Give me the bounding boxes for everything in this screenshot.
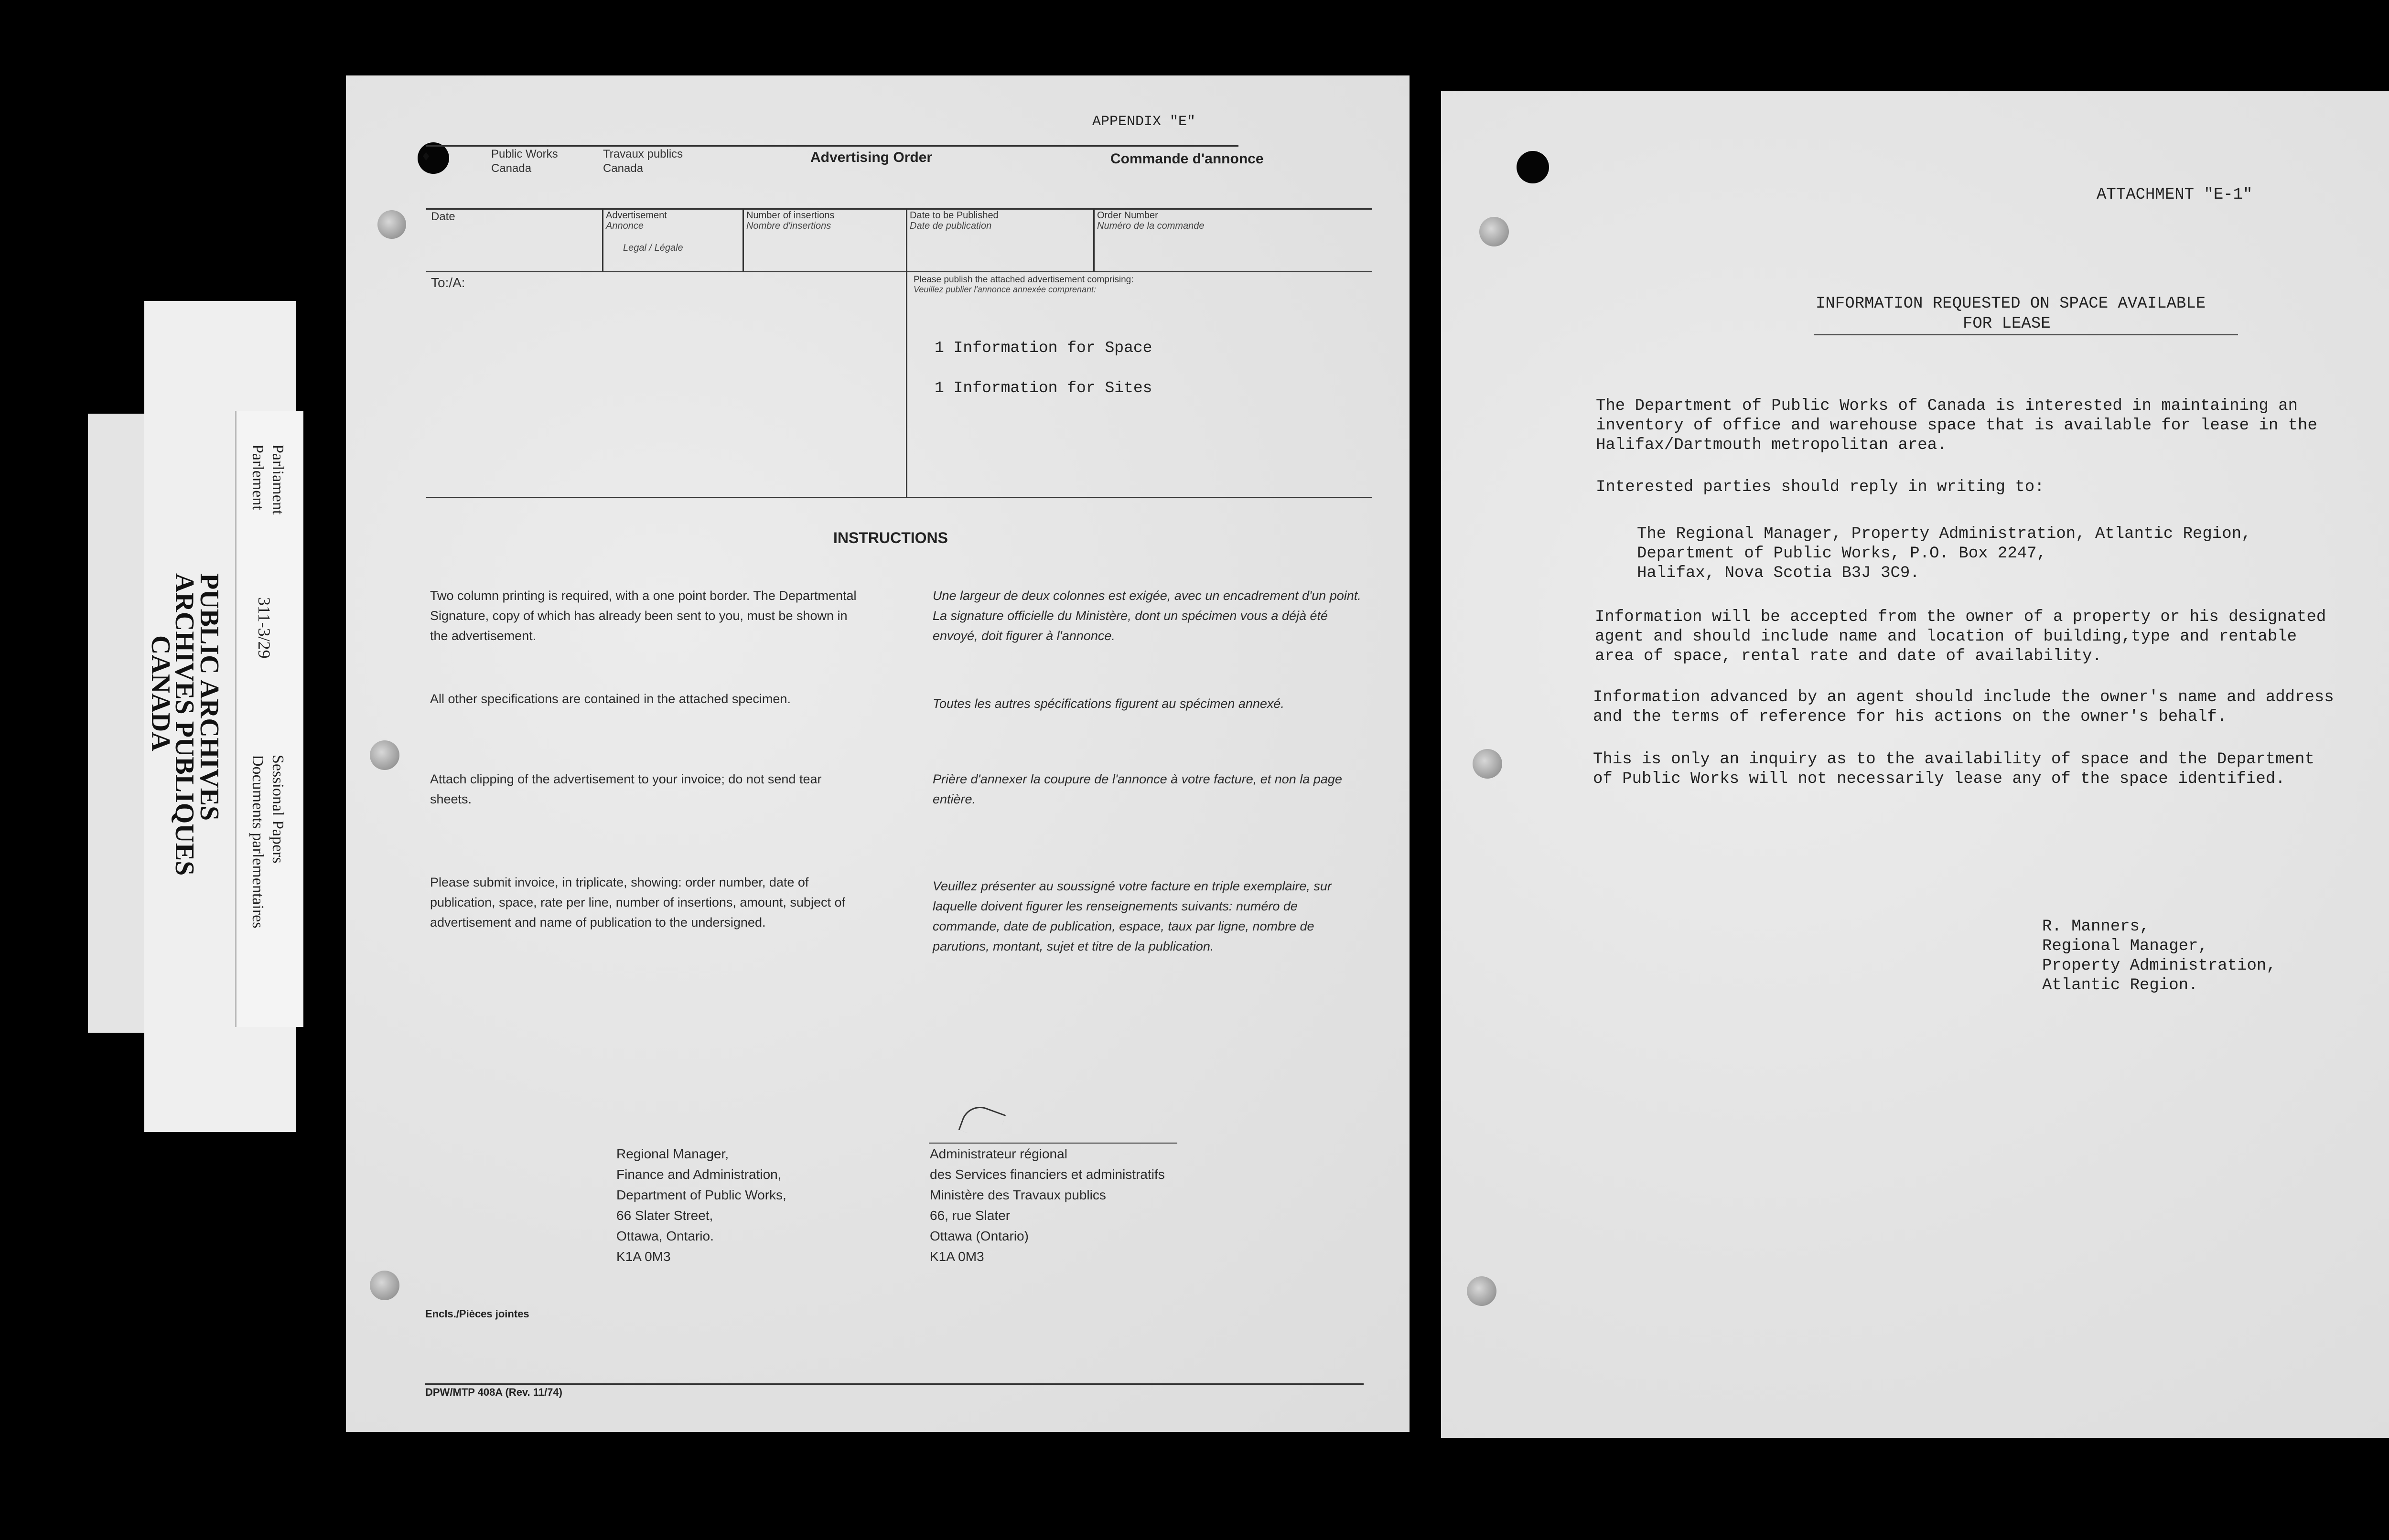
field-to-label: To:/A: — [431, 275, 465, 290]
field-insertions-label: Number of insertions Nombre d'insertions — [746, 210, 835, 231]
return-address-en: Regional Manager, Finance and Administration, Department of Public Works, 66 Slater Street, Ottawa, Ontario. K1A 0M3 — [616, 1146, 786, 1264]
attachment-title: FOR LEASE — [1963, 315, 2051, 333]
return-address-fr: Administrateur régional des Services financiers et administratifs Ministère des Travaux publics 66, rue Slater Ottawa (Ontario) K1A 0M3 — [930, 1146, 1165, 1264]
field-publish-date-label: Date to be Published Date de publication — [910, 210, 999, 231]
punch-hole-icon — [377, 210, 406, 239]
instruction-fr: Une largeur de deux colonnes est exigée, avec un encadrement d'un point. La signature officielle du Ministère, dont un spécimen vous a déjà été envoyé, doit figurer à l'annonce. — [933, 588, 1361, 643]
instruction-en: Two column printing is required, with a one point border. The Departmental Signature, copy of which has already been sent to you, must be shown in the advertisement. — [430, 588, 857, 643]
appendix-label: APPENDIX "E" — [1092, 114, 1196, 130]
field-legal-label: Legal / Légale — [623, 243, 683, 253]
attachment-label: ATTACHMENT "E-1" — [2097, 186, 2253, 204]
archive-name-fr: ARCHIVES PUBLIQUES — [170, 573, 199, 876]
enclosures-label: Encls./Pièces jointes — [425, 1308, 529, 1320]
field-divider — [906, 208, 907, 271]
archive-name-en: PUBLIC ARCHIVES — [194, 573, 224, 821]
to-divider — [906, 271, 907, 498]
instruction-en: All other specifications are contained in the attached specimen. — [430, 692, 791, 706]
punch-hole-icon — [370, 1271, 399, 1300]
paragraph: Interested parties should reply in writing to: — [1596, 478, 2045, 496]
archive-sessional-en: Sessional Papers — [269, 755, 287, 864]
footer-rule — [425, 1383, 1364, 1385]
reply-address: The Regional Manager, Property Administration, Atlantic Region, Department of Public Works, P.O. Box 2247, Halifax, Nova Scotia B3J 3C9. — [1637, 525, 2251, 582]
dept-name-en: Public Works Canada — [491, 148, 558, 175]
punch-hole-icon — [1517, 151, 1549, 183]
punch-hole-icon — [1479, 217, 1509, 246]
archive-parliament-en: Parliament — [269, 444, 287, 515]
archive-parliament-fr: Parlement — [249, 444, 267, 510]
advertising-order-form — [346, 75, 1410, 1432]
archive-reference: 311-3/29 — [255, 597, 274, 659]
attachment-page — [1441, 91, 2389, 1438]
punch-hole-icon — [1467, 1276, 1496, 1306]
fields-bottom-rule — [426, 271, 1372, 272]
attachment-title: INFORMATION REQUESTED ON SPACE AVAILABLE — [1816, 295, 2206, 313]
to-bottom-rule — [426, 497, 1372, 498]
instruction-fr: Toutes les autres spécifications figurent au spécimen annexé. — [933, 696, 1284, 711]
form-title-fr: Commande d'annonce — [1110, 151, 1264, 167]
instructions-heading: INSTRUCTIONS — [833, 529, 948, 546]
enclosure-item: 1 Information for Sites — [935, 379, 1152, 397]
instruction-fr: Prière d'annexer la coupure de l'annonce à votre facture, et non la page entière. — [933, 772, 1342, 806]
enclosure-item: 1 Information for Space — [935, 339, 1152, 357]
instruction-en: Please submit invoice, in triplicate, showing: order number, date of publication, space, rate per line, number of insertions, amount, subject of advertisement and name of publication to the undersigned. — [430, 875, 845, 930]
paragraph: Information will be accepted from the owner of a property or his designated agent and should include name and location of building,type and rentable area of space, rental rate and date of availability. — [1595, 608, 2326, 665]
publish-instruction: Please publish the attached advertisement comprising: Veuillez publier l'annonce annexée comprenant: — [914, 275, 1134, 294]
field-date-label: Date — [431, 210, 455, 223]
fields-top-rule — [426, 208, 1372, 210]
field-divider — [743, 208, 744, 271]
punch-hole-icon — [370, 740, 399, 770]
title-underline — [1814, 334, 2238, 335]
punch-hole-icon — [1473, 749, 1502, 779]
field-advertisement-label: Advertisement Annonce — [606, 210, 667, 231]
field-divider — [1093, 208, 1095, 271]
instruction-fr: Veuillez présenter au soussigné votre facture en triple exemplaire, sur laquelle doivent figurer les renseignements suivants: numéro de commande, date de publication, espace, taux par ligne, nombre de parutions, montant, sujet et titre de la publication. — [933, 879, 1332, 953]
signature-mark — [958, 1102, 1006, 1144]
archive-country: CANADA — [146, 635, 175, 751]
archive-sessional-fr: Documents parlementaires — [249, 755, 267, 929]
field-order-number-label: Order Number Numéro de la commande — [1097, 210, 1205, 231]
canada-flag-icon: ♦ — [422, 148, 430, 164]
header-rule — [426, 145, 1238, 147]
form-number: DPW/MTP 408A (Rev. 11/74) — [425, 1386, 562, 1398]
dept-name-fr: Travaux publics Canada — [603, 148, 683, 175]
field-divider — [602, 208, 603, 271]
paragraph: This is only an inquiry as to the availability of space and the Department of Public Works will not necessarily lease any of the space identified. — [1593, 750, 2314, 788]
signature-block: R. Manners, Regional Manager, Property Administration, Atlantic Region. — [2042, 918, 2276, 995]
paragraph: Information advanced by an agent should include the owner's name and address and the terms of reference for his actions on the owner's behalf. — [1593, 688, 2334, 726]
instruction-en: Attach clipping of the advertisement to your invoice; do not send tear sheets. — [430, 772, 822, 806]
form-title-en: Advertising Order — [810, 150, 933, 165]
paragraph: The Department of Public Works of Canada is interested in maintaining an inventory of office and warehouse space that is available for lease in the Halifax/Dartmouth metropolitan area. — [1596, 397, 2317, 454]
